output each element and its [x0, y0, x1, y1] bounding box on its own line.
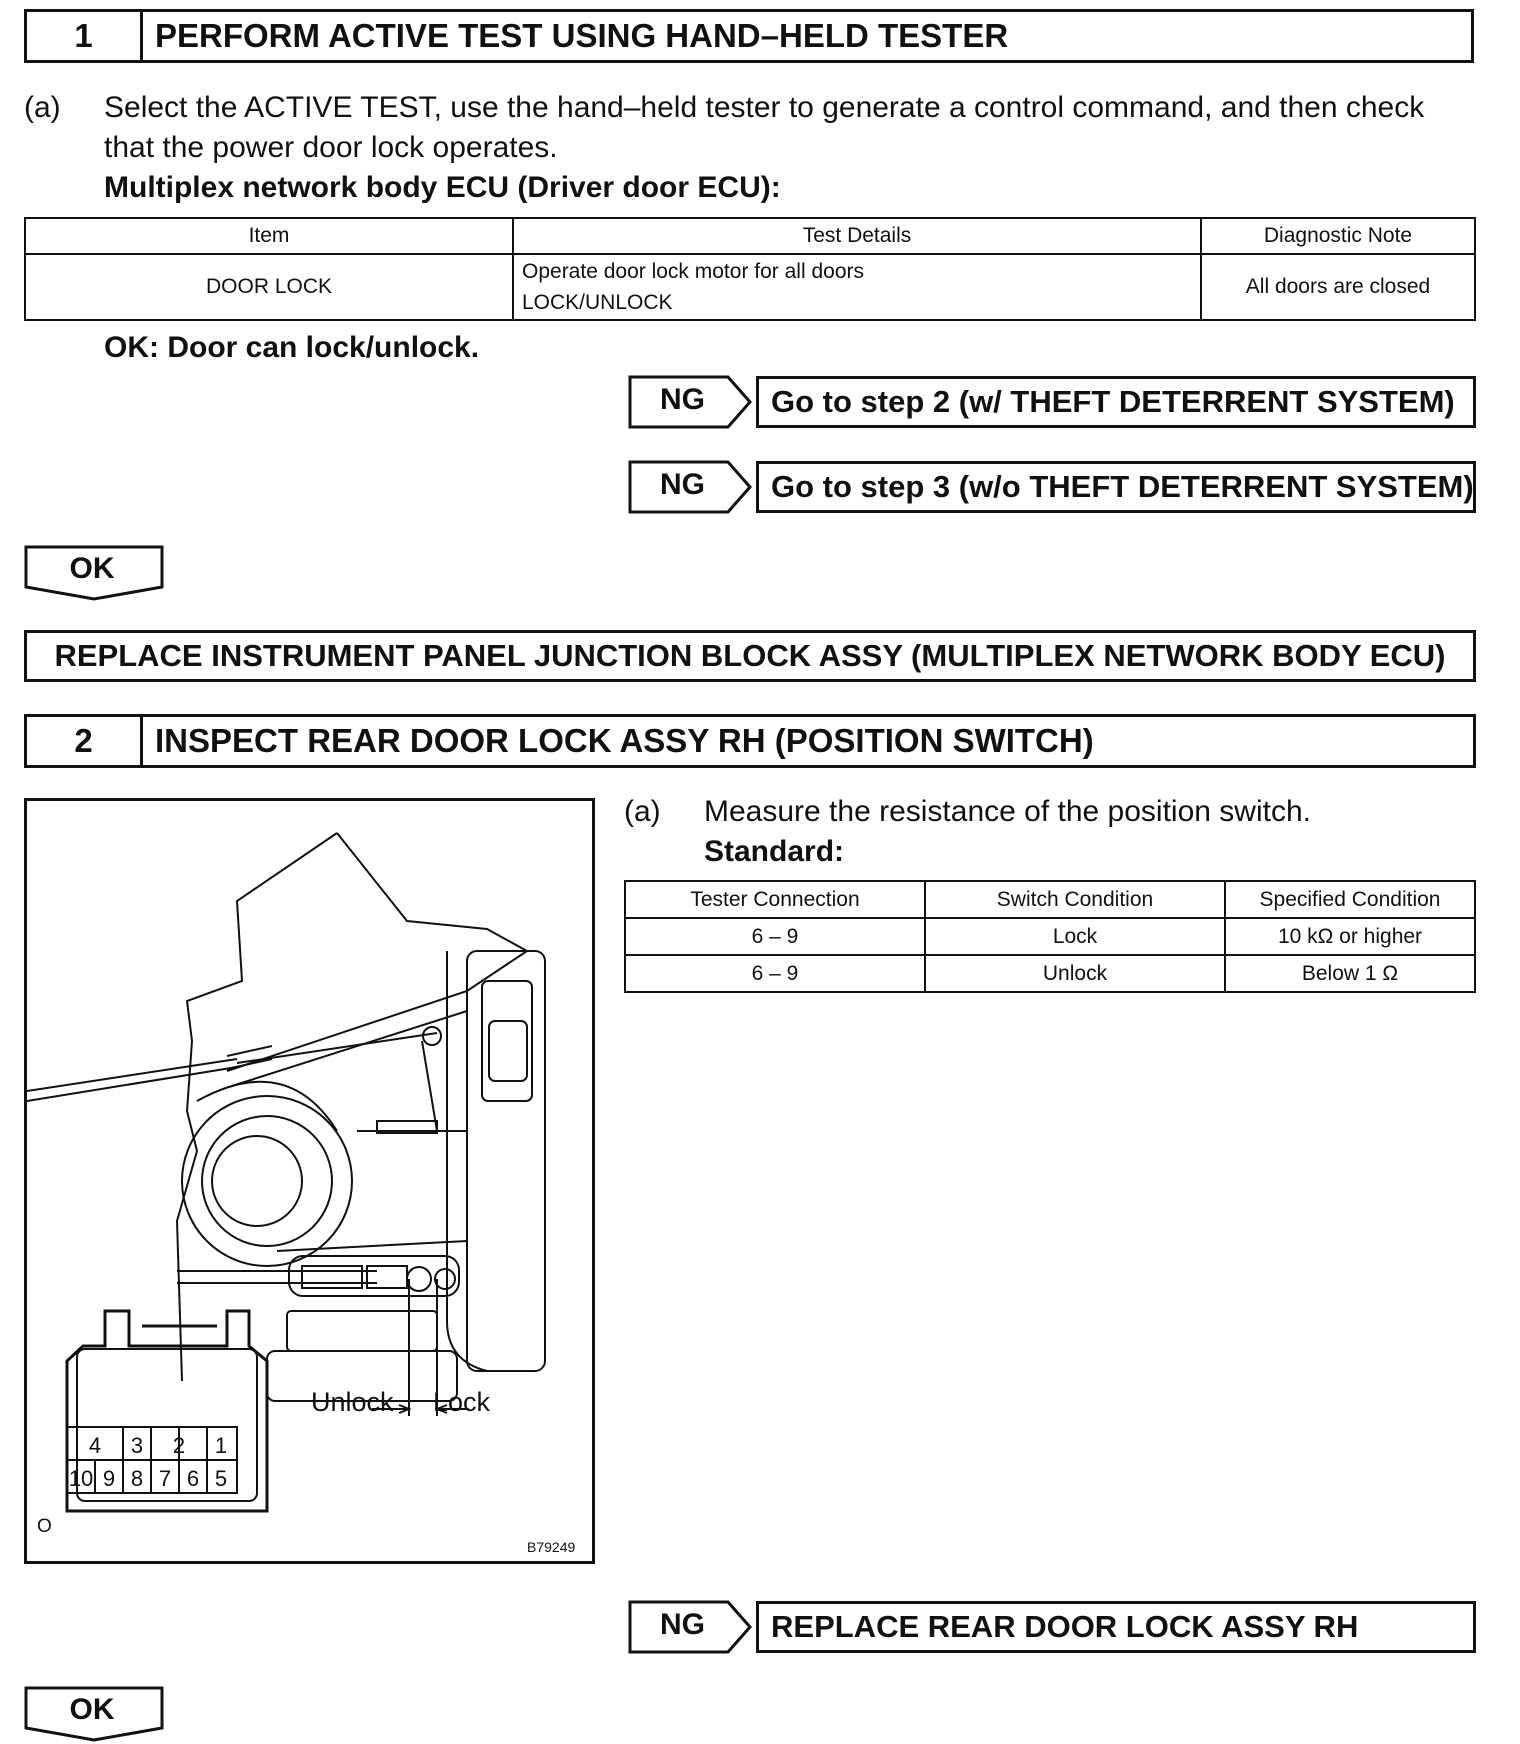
ng-label: NG	[660, 383, 705, 416]
go-to-step-3-link[interactable]: Go to step 3 (w/o THEFT DETERRENT SYSTEM)	[756, 461, 1476, 513]
pin-label: 2	[172, 1433, 186, 1458]
column-header: Diagnostic Note	[1201, 218, 1475, 254]
column-header: Test Details	[513, 218, 1201, 254]
step-title: INSPECT REAR DOOR LOCK ASSY RH (POSITION SWITCH)	[155, 722, 1094, 759]
detail-line: LOCK/UNLOCK	[522, 291, 673, 314]
pin-label: 7	[158, 1466, 172, 1491]
ng-label: NG	[660, 1608, 705, 1641]
table-cell: DOOR LOCK	[25, 254, 513, 320]
pin-label: 8	[130, 1466, 144, 1491]
door-lock-drawing	[27, 801, 592, 1561]
table-cell: 10 kΩ or higher	[1225, 918, 1475, 955]
step-1-header	[24, 9, 1474, 63]
ok-label: OK	[69, 1693, 115, 1726]
step-number: 1	[27, 12, 143, 60]
table-row	[625, 918, 1475, 955]
pin-label: 5	[214, 1466, 228, 1491]
figure-id: B79249	[527, 1539, 576, 1555]
column-header: Tester Connection	[625, 881, 925, 918]
door-lock-diagram	[24, 798, 595, 1564]
pin-label: 4	[88, 1433, 102, 1458]
ok-label: OK	[69, 552, 115, 585]
paragraph-label: (a)	[24, 91, 61, 124]
replace-junction-block-box: REPLACE INSTRUMENT PANEL JUNCTION BLOCK ASSY (MULTIPLEX NETWORK BODY ECU)	[24, 630, 1476, 682]
step-number: 2	[27, 717, 143, 765]
pin-label: 1	[214, 1433, 228, 1458]
pin-label: 9	[102, 1466, 116, 1491]
table-cell: Lock	[925, 918, 1225, 955]
table-cell: Below 1 Ω	[1225, 955, 1475, 992]
table-cell: 6 – 9	[625, 955, 925, 992]
column-header: Item	[25, 218, 513, 254]
resistance-table	[624, 880, 1476, 993]
pin-label: 3	[130, 1433, 144, 1458]
table-row	[625, 955, 1475, 992]
column-header: Switch Condition	[925, 881, 1225, 918]
pin-label: 10	[68, 1466, 94, 1491]
paragraph-label: (a)	[624, 795, 661, 828]
table-cell: Unlock	[925, 955, 1225, 992]
active-test-table	[24, 217, 1476, 321]
detail-line: Operate door lock motor for all doors	[522, 260, 864, 283]
ng-label: NG	[660, 468, 705, 501]
subheading: Multiplex network body ECU (Driver door ECU):	[104, 171, 781, 204]
table-cell: 6 – 9	[625, 918, 925, 955]
instruction-line: that the power door lock operates.	[104, 131, 558, 164]
step-title: PERFORM ACTIVE TEST USING HAND–HELD TESTER	[155, 17, 1009, 54]
ok-criterion: OK: Door can lock/unlock.	[104, 331, 480, 364]
instruction-line: Select the ACTIVE TEST, use the hand–held tester to generate a control command, and then check	[104, 91, 1425, 124]
lock-label: Lock	[433, 1387, 491, 1417]
corner-mark: O	[37, 1516, 52, 1537]
instruction-line: Measure the resistance of the position switch.	[704, 795, 1311, 828]
go-to-step-2-link[interactable]: Go to step 2 (w/ THEFT DETERRENT SYSTEM)	[756, 376, 1476, 428]
table-cell	[513, 254, 1201, 320]
replace-door-lock-link[interactable]: REPLACE REAR DOOR LOCK ASSY RH	[756, 1601, 1476, 1653]
table-cell: All doors are closed	[1201, 254, 1475, 320]
standard-heading: Standard:	[704, 835, 845, 868]
step-2-header	[24, 714, 1476, 768]
column-header: Specified Condition	[1225, 881, 1475, 918]
unlock-label: Unlock	[311, 1387, 394, 1417]
pin-label: 6	[186, 1466, 200, 1491]
